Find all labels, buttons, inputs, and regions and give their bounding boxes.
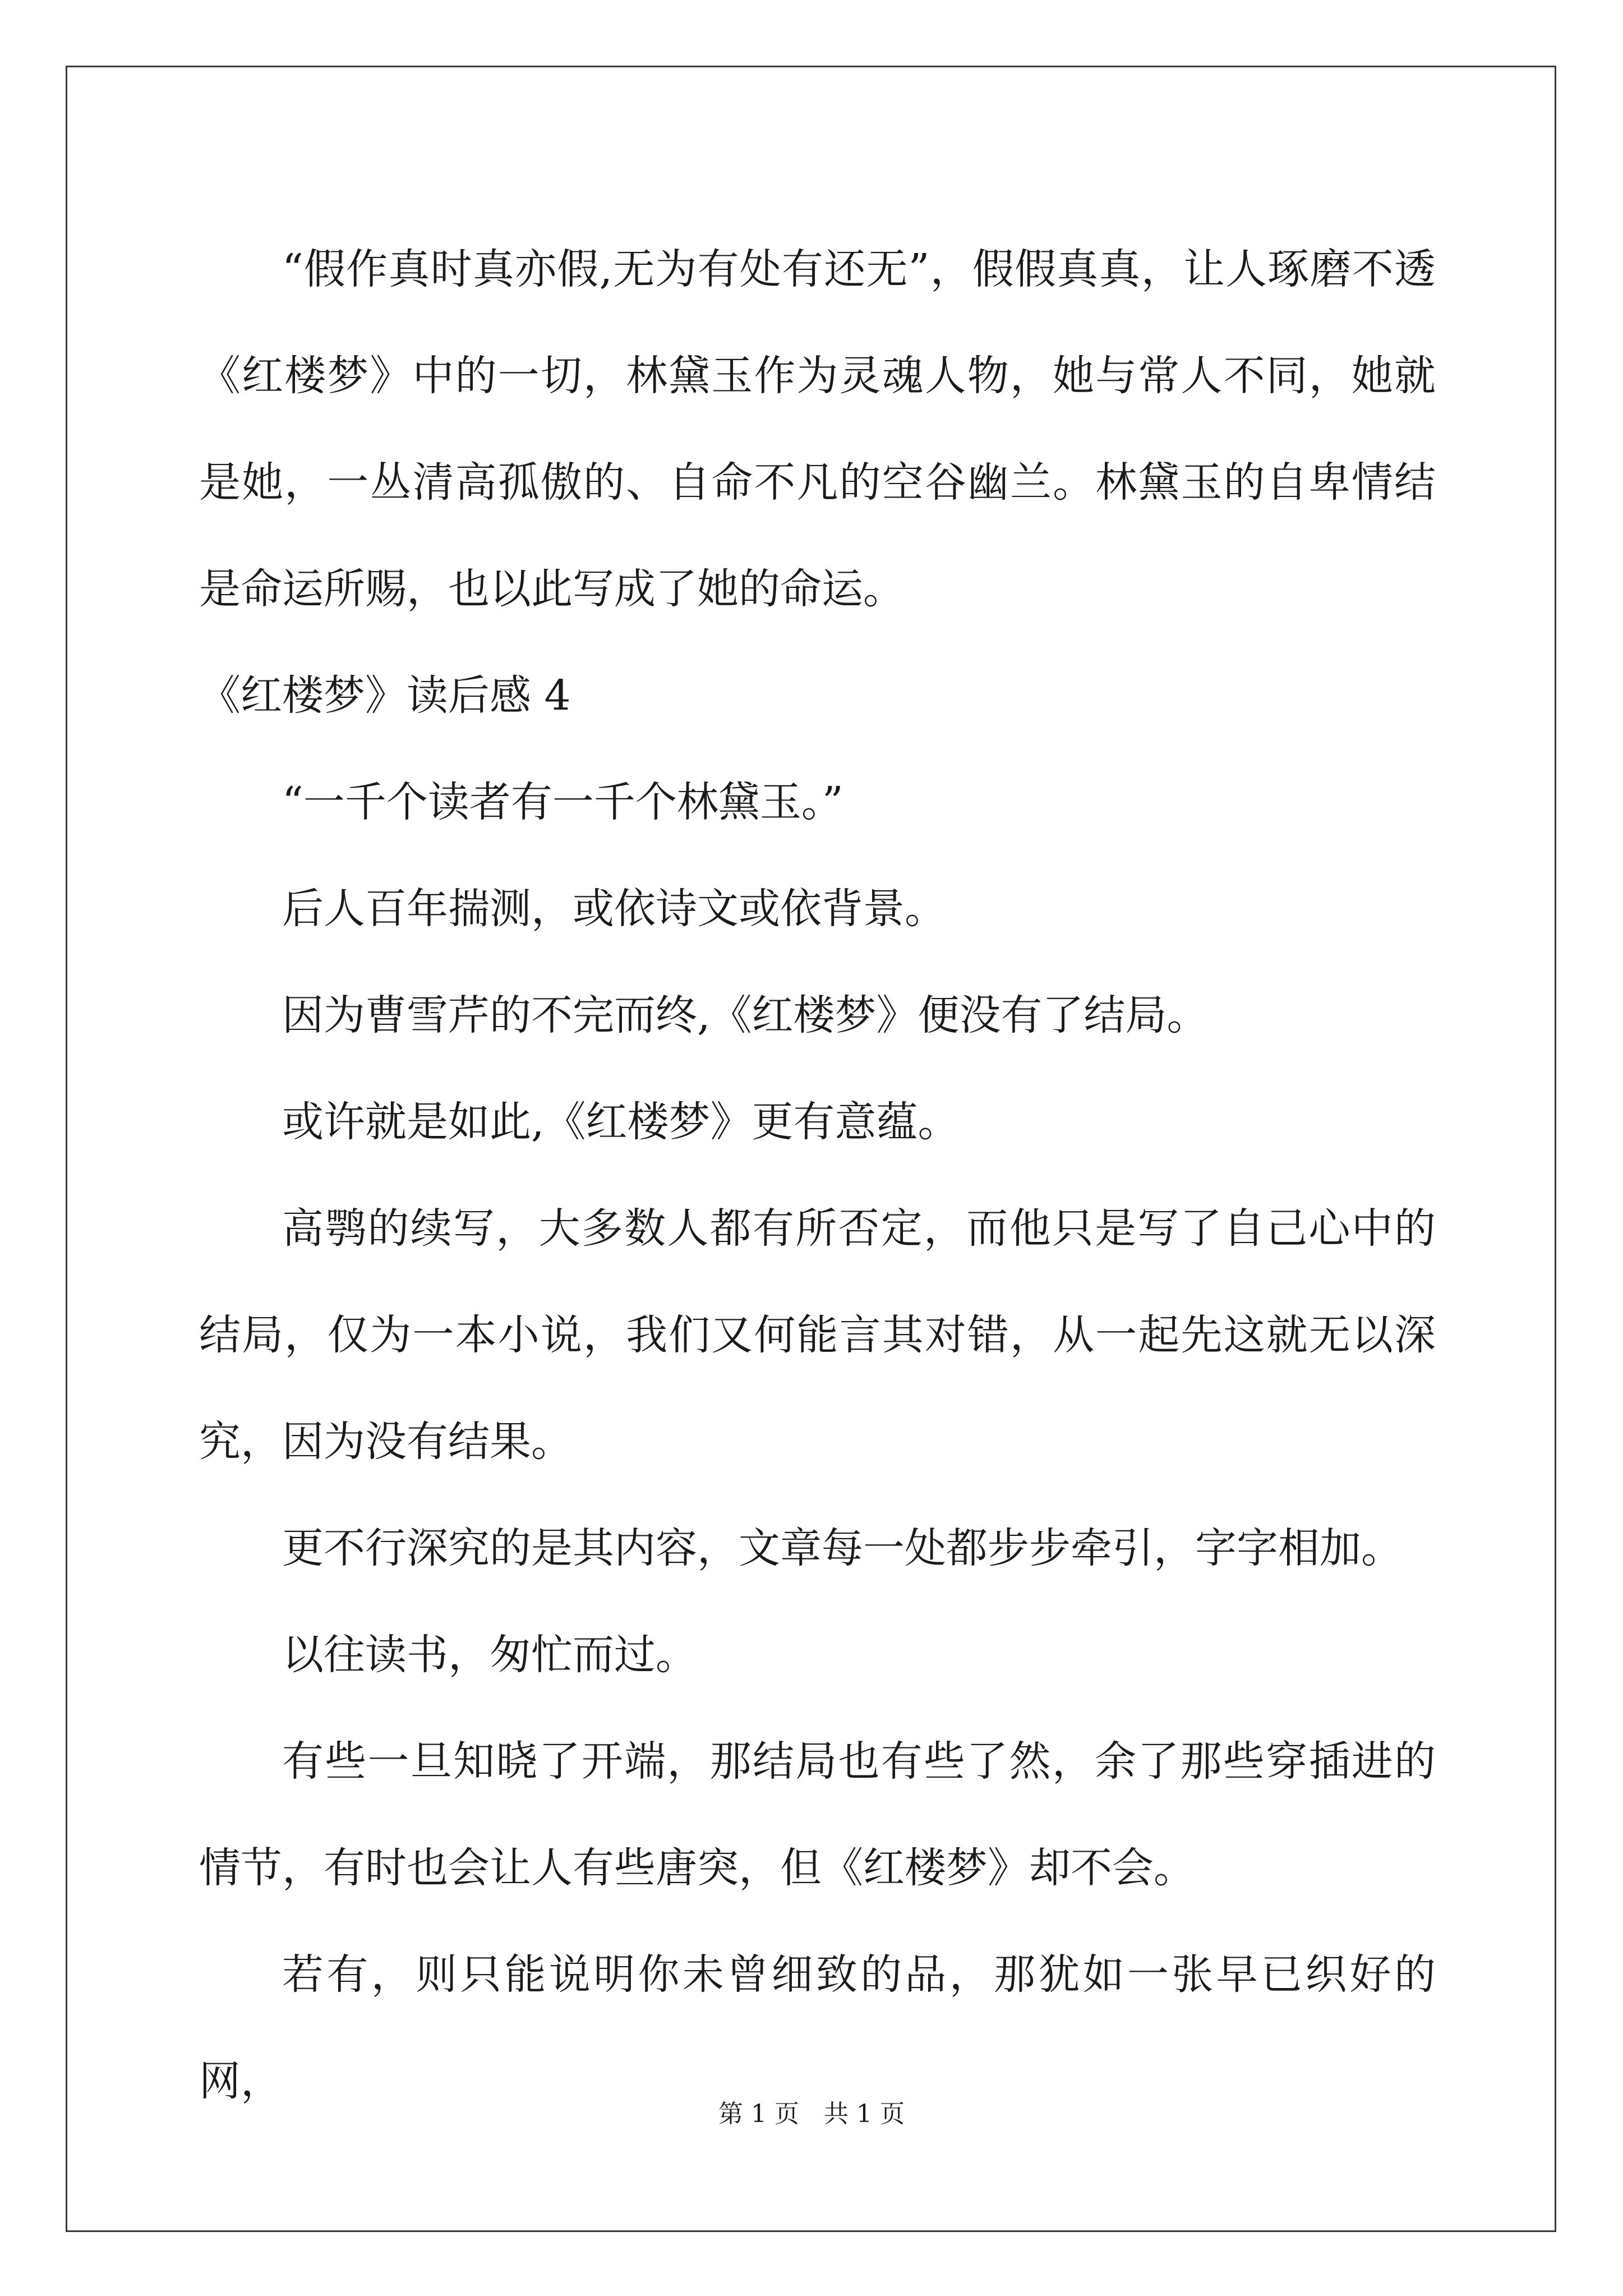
page-total: 共 1 页 [824,2100,905,2128]
page-number: 第 1 页 [718,2100,799,2128]
paragraph: 若有，则只能说明你未曾细致的品，那犹如一张早已织好的网， [199,1950,1436,2105]
paragraph: 高鹗的续写，大多数人都有所否定，而他只是写了自己心中的结局，仅为一本小说，我们又何能言其对错，从一起先这就无以深究，因为没有结果。 [199,1204,1436,1466]
paragraph: “假作真时真亦假,无为有处有还无”，假假真真，让人琢磨不透《红楼梦》中的一切，林黛玉作为灵魂人物，她与常人不同，她就是她，一丛清高孤傲的、自命不凡的空谷幽兰。林黛玉的自卑情结是命运所赐，也以此写成了她的命运。 [199,245,1436,613]
paragraph: 后人百年揣测，或依诗文或依背景。 [282,885,946,933]
document-body [199,216,1436,2134]
paragraph: 更不行深究的是其内容，文章每一处都步步牵引，字字相加。 [282,1524,1403,1572]
page-footer [0,2093,1623,2129]
paragraph: “一千个读者有一千个林黛玉。” [282,778,843,826]
section-heading: 《红楼梦》读后感 4 [199,671,571,720]
paragraph: 有些一旦知晓了开端，那结局也有些了然，余了那些穿插进的情节，有时也会让人有些唐突，但《红楼梦》却不会。 [199,1737,1436,1892]
paragraph: 因为曹雪芹的不完而终,《红楼梦》便没有了结局。 [282,991,1209,1039]
paragraph: 或许就是如此,《红楼梦》更有意蕴。 [282,1098,960,1146]
paragraph: 以往读书，匆忙而过。 [282,1631,697,1679]
